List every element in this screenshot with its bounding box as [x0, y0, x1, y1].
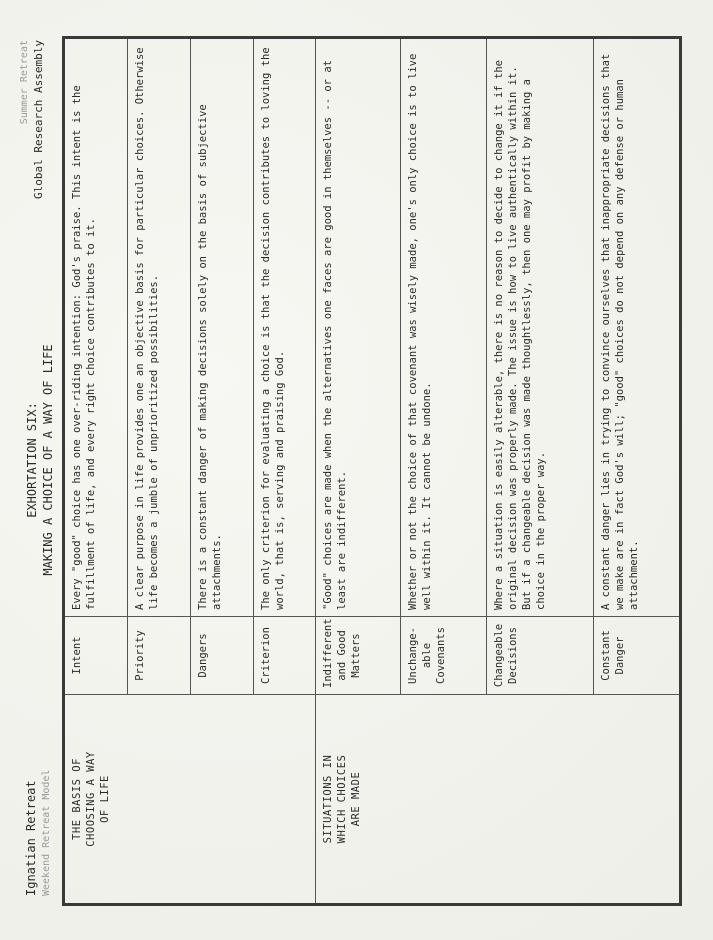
row-text: Where a situation is easily alterable, there is no reason to decide to change it if the original decision was properly made. The issue is how to live authentically within it. But if a changeable decision was made thoughtlessly, then one may profit by making a choice in the proper way. — [486, 38, 594, 617]
exhortation-subheading: MAKING A CHOICE OF A WAY OF LIFE — [41, 344, 55, 576]
header-right — [18, 40, 46, 199]
header-right-line2: Global Research Assembly — [32, 40, 45, 199]
header-right-line1: Summer Retreat — [19, 40, 30, 125]
section-title-basis — [64, 695, 316, 905]
row-label: Intent — [64, 617, 128, 695]
row-text: The only criterion for evaluating a choice is that the decision contributes to loving the world, that is, serving and praising God. — [253, 38, 316, 617]
header-left — [24, 770, 54, 896]
row-label: Dangers — [190, 617, 253, 695]
section-title-situations — [316, 695, 681, 905]
row-label: Indifferent and Good Matters — [316, 617, 401, 695]
row-text: There is a constant danger of making decisions solely on the basis of subjective attachments. — [190, 38, 253, 617]
table-row — [316, 38, 401, 905]
exhortation-heading: EXHORTATION SIX: — [25, 402, 39, 518]
row-label: Priority — [128, 617, 191, 695]
row-label: Criterion — [253, 617, 316, 695]
row-text: "Good" choices are made when the alternatives one faces are good in themselves -- or at least are indifferent. — [316, 38, 401, 617]
row-text: Every "good" choice has one over-riding intention: God's praise. This intent is the fulfillment of life, and every right choice contributes to it. — [64, 38, 128, 617]
rotated-page-content — [10, 20, 700, 920]
row-label: Unchange-able Covenants — [401, 617, 486, 695]
table-row — [64, 38, 128, 905]
row-text: A clear purpose in life provides one an objective basis for particular choices. Otherwise life becomes a jumble of unprioritized possibilities. — [128, 38, 191, 617]
row-text: A constant danger lies in trying to convince ourselves that inappropriate decisions that we make are in fact God's will; "good" choices do not depend on any defense or human attachment. — [594, 38, 681, 617]
row-label: Changeable Decisions — [486, 617, 594, 695]
section-title-line: CHOOSING A WAY — [85, 751, 97, 847]
document-title — [24, 300, 56, 620]
row-text: Whether or not the choice of that covenant was wisely made, one's only choice is to live well within it. It cannot be undone. — [401, 38, 486, 617]
section-title-line: WHICH CHOICES — [336, 754, 349, 844]
section-title-line: ARE MADE — [350, 771, 363, 827]
header-left-title: Ignatian Retreat — [24, 780, 38, 896]
row-label: Constant Danger — [594, 617, 681, 695]
exhortation-table — [62, 36, 682, 906]
section-title-line: OF LIFE — [99, 775, 111, 823]
section-title-line: THE BASIS OF — [71, 758, 83, 840]
header-left-subtitle: Weekend Retreat Model — [41, 769, 52, 896]
section-title-line: SITUATIONS IN — [322, 754, 335, 844]
